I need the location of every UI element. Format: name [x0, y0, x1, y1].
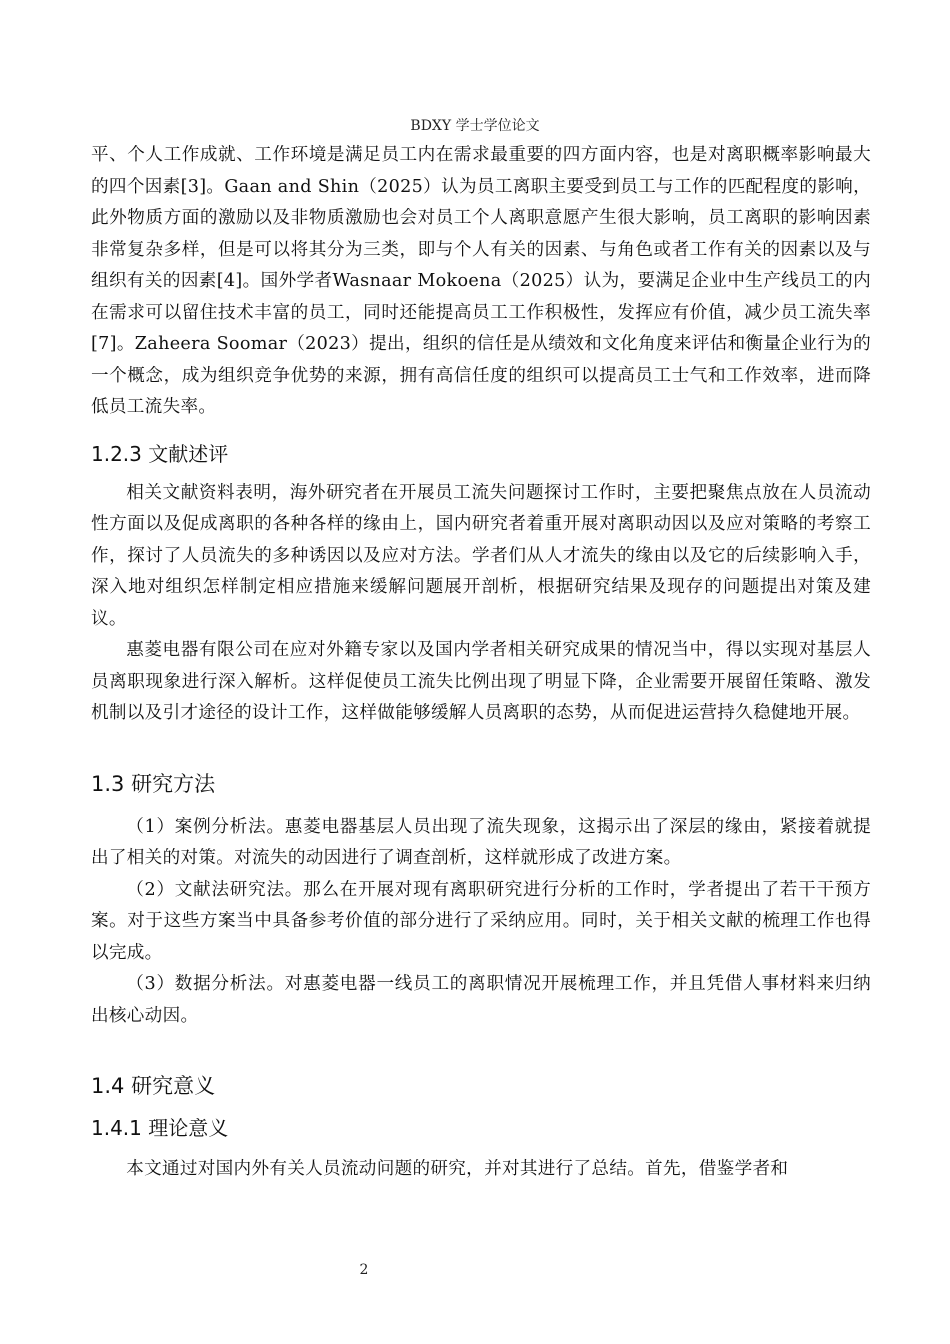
- running-header: BDXY 学士学位论文: [410, 118, 540, 134]
- section-heading-1-4-1: 1.4.1 理论意义: [91, 1116, 229, 1140]
- section-heading-1-3: 1.3 研究方法: [91, 771, 216, 796]
- body-paragraph-method-1: （1）案例分析法。惠菱电器基层人员出现了流失现象，这揭示出了深层的缘由，紧接着就提出了相关的对策。对流失的动因进行了调查剖析，这样就形成了改进方案。: [91, 816, 871, 868]
- section-heading-1-4: 1.4 研究意义: [91, 1074, 216, 1098]
- body-paragraph-theory-1: 本文通过对国内外有关人员流动问题的研究，并对其进行了总结。首先，借鉴学者和: [126, 1159, 789, 1179]
- section-heading-1-2-3: 1.2.3 文献述评: [91, 441, 229, 466]
- page-body: [91, 140, 871, 1186]
- page-number: 2: [359, 1262, 369, 1278]
- body-paragraph-method-3: （3）数据分析法。对惠菱电器一线员工的离职情况开展梳理工作，并且凭借人事材料来归纳出核心动因。: [91, 974, 871, 1026]
- body-paragraph-method-2: （2）文献法研究法。那么在开展对现有离职研究进行分析的工作时，学者提出了若干干预方案。对于这些方案当中具备参考价值的部分进行了采纳应用。同时，关于相关文献的梳理工作也得以完成。: [91, 879, 871, 963]
- body-paragraph-review-1: 相关文献资料表明，海外研究者在开展员工流失问题探讨工作时，主要把聚焦点放在人员流动性方面以及促成离职的各种各样的缘由上，国内研究者着重开展对离职动因以及应对策略的考察工作，探讨了人员流失的多种诱因以及应对方法。学者们从人才流失的缘由以及它的后续影响入手，深入地对组织怎样制定相应措施来缓解问题展开剖析，根据研究结果及现存的问题提出对策及建议。: [91, 482, 871, 629]
- body-paragraph-lit-continued: 平、个人工作成就、工作环境是满足员工内在需求最重要的四方面内容，也是对离职概率影响最大的四个因素[3]。Gaan and Shin（2025）认为员工离职主要受到员工与工作的匹配程度的影响，此外物质方面的激励以及非物质激励也会对员工个人离职意愿产生很大影响，员工离职的影响因素非常复杂多样，但是可以将其分为三类，即与个人有关的因素、与角色或者工作有关的因素以及与组织有关的因素[4]。国外学者Wasnaar Mokoena（2025）认为，要满足企业中生产线员工的内在需求可以留住技术丰富的员工，同时还能提高员工工作积极性，发挥应有价值，减少员工流失率[7]。Zaheera Soomar（2023）提出，组织的信任是从绩效和文化角度来评估和衡量企业行为的一个概念，成为组织竞争优势的来源，拥有高信任度的组织可以提高员工士气和工作效率，进而降低员工流失率。: [91, 145, 871, 417]
- body-paragraph-review-2: 惠菱电器有限公司在应对外籍专家以及国内学者相关研究成果的情况当中，得以实现对基层人员离职现象进行深入解析。这样促使员工流失比例出现了明显下降，企业需要开展留任策略、激发机制以及引才途径的设计工作，这样做能够缓解人员离职的态势，从而促进运营持久稳健地开展。: [91, 640, 871, 723]
